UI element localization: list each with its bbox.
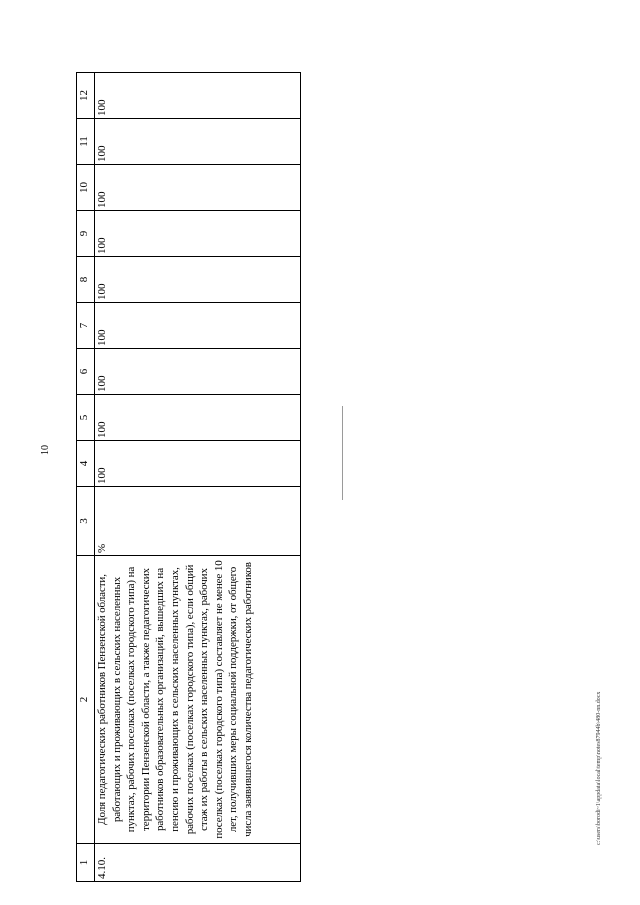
header-cell: 3 (77, 487, 95, 556)
header-cell: 4 (77, 441, 95, 487)
row-value: 100 (95, 303, 301, 349)
row-unit: % (95, 487, 301, 556)
header-cell: 10 (77, 165, 95, 211)
row-value: 100 (95, 257, 301, 303)
header-cell: 11 (77, 119, 95, 165)
header-cell: 7 (77, 303, 95, 349)
row-value: 100 (95, 441, 301, 487)
row-value: 100 (95, 119, 301, 165)
header-cell: 8 (77, 257, 95, 303)
separator-line (342, 406, 343, 500)
header-cell: 12 (77, 73, 95, 119)
footer-file-path: c:\users\borodi~1\appdata\local\temp\notes87944b\480-nn.docx (596, 691, 602, 845)
header-cell: 2 (77, 556, 95, 844)
row-value: 100 (95, 165, 301, 211)
header-cell: 6 (77, 349, 95, 395)
row-value: 100 (95, 349, 301, 395)
table-header-row (77, 73, 95, 882)
row-number: 4.10. (95, 844, 301, 882)
page-number: 10 (40, 445, 51, 455)
header-cell: 9 (77, 211, 95, 257)
row-value: 100 (95, 211, 301, 257)
table-row (95, 73, 301, 882)
data-table (76, 72, 301, 882)
row-value: 100 (95, 395, 301, 441)
header-cell: 5 (77, 395, 95, 441)
row-value: 100 (95, 73, 301, 119)
row-description: Доля педагогических работников Пензенской области, работающих и проживающих в сельских населенных пунктах, рабочих поселках (поселках городского типа) на территории Пензенской области, а также педагогических работников образовательных организаций, вышедших на пенсию и проживающих в сельских населенных пунктах, рабочих поселках (поселках городского типа), если общий стаж их работы в сельских населенных пунктах, рабочих поселках (поселках городского типа) составляет не менее 10 лет, получивших меры социальной поддержки, от общего числа заявившегося количества педагогических работников (95, 556, 301, 844)
header-cell: 1 (77, 844, 95, 882)
